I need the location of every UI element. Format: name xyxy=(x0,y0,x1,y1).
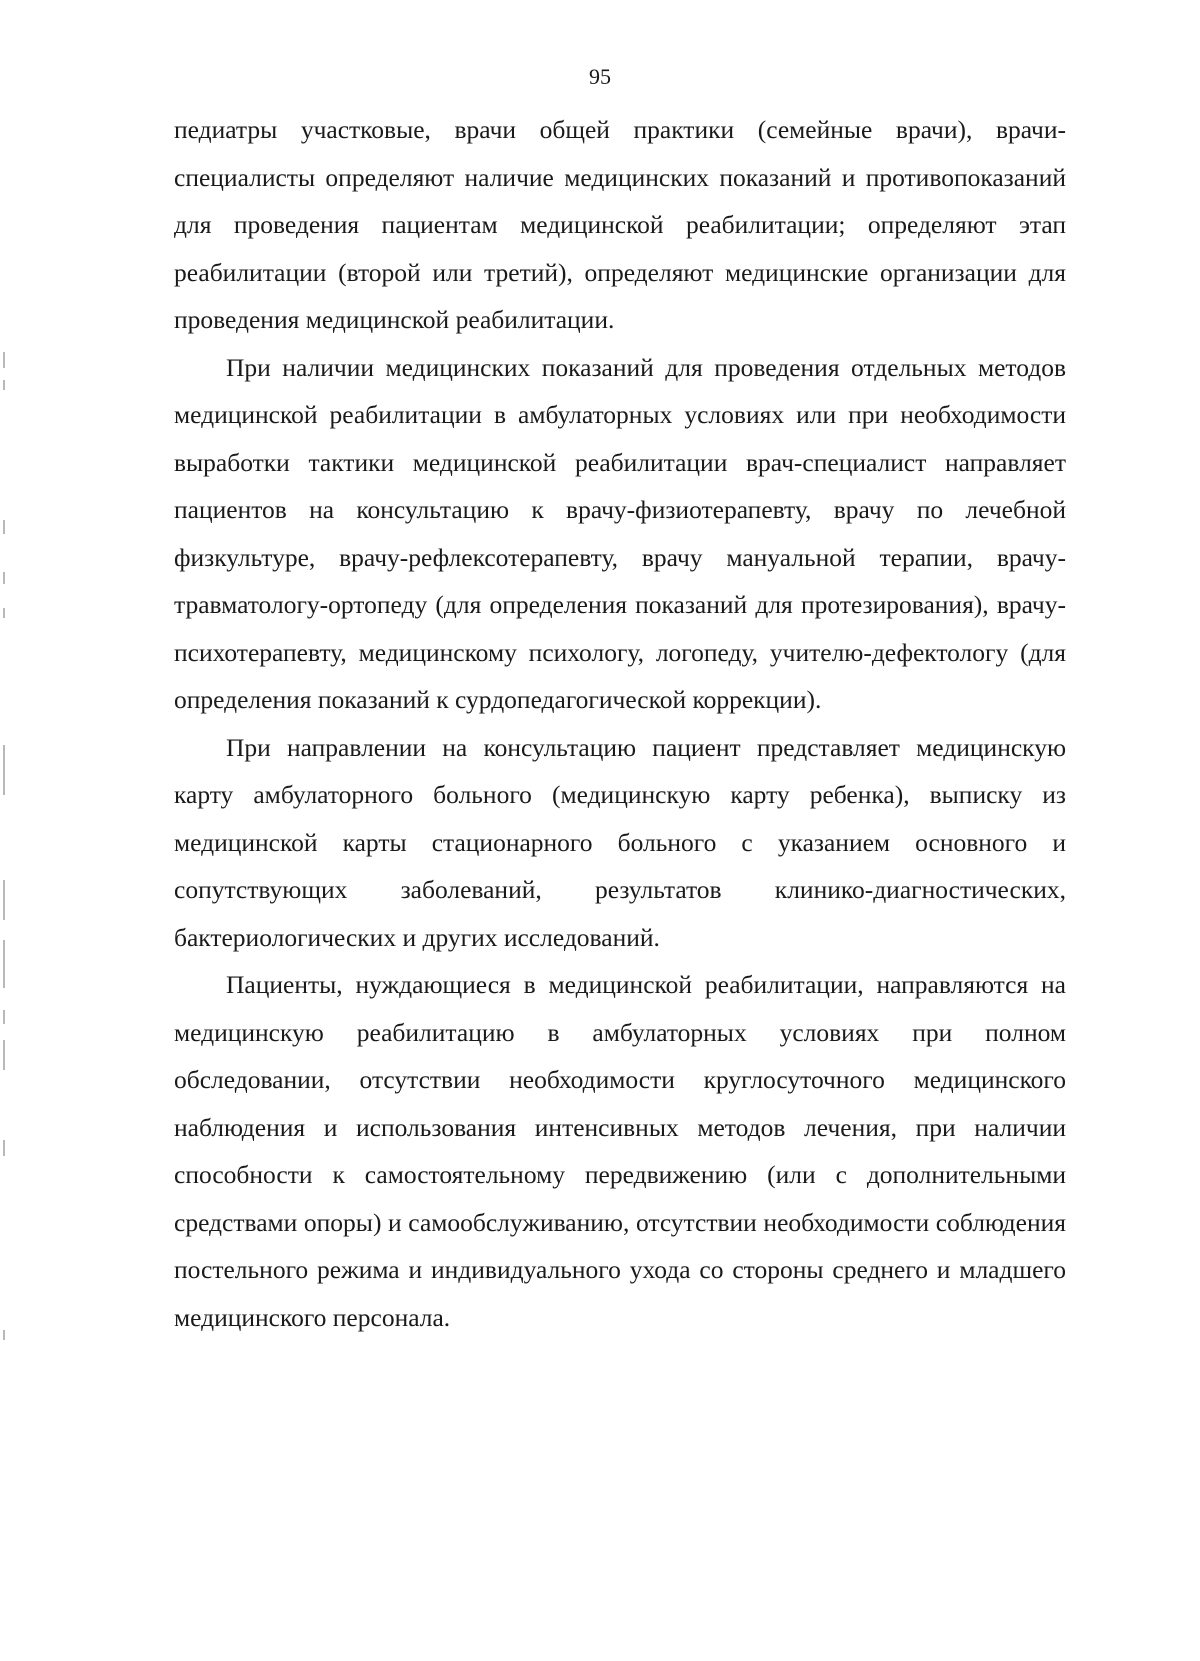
paragraph-referral-consultation: При наличии медицинских показаний для проведения отдельных методов медицинской реабилитации в амбулаторных условиях или при необходимости выработки тактики медицинской реабилитации врач-специалист направляет пациентов на консультацию к врачу-физиотерапевту, врачу по лечебной физкультуре, врачу-рефлексотерапевту, врачу мануальной терапии, врачу-травматологу-ортопеду (для определения показаний для протезирования), врачу-психотерапевту, медицинскому психологу, логопеду, учителю-дефектологу (для определения показаний к сурдопедагогической коррекции). xyxy=(174,352,1066,714)
scan-mark xyxy=(3,940,5,988)
scan-mark xyxy=(3,880,5,920)
scan-mark xyxy=(3,352,5,368)
scan-mark xyxy=(3,1040,5,1070)
scan-mark xyxy=(3,380,5,390)
scan-mark xyxy=(3,1010,5,1024)
scan-mark xyxy=(3,1140,5,1156)
scan-edge-marks xyxy=(0,0,12,1661)
scan-mark xyxy=(3,608,5,618)
scan-mark xyxy=(3,1330,5,1340)
page-number: 95 xyxy=(589,64,611,89)
scan-mark xyxy=(3,520,5,534)
paragraph-documents: При направлении на консультацию пациент представляет медицинскую карту амбулаторного больного (медицинскую карту ребенка), выписку из медицинской карты стационарного больного с указанием основного и сопутствующих заболеваний, результатов клинико-диагностических, бактериологических и других исследований. xyxy=(174,732,1066,952)
paragraph-patients-criteria: Пациенты, нуждающиеся в медицинской реабилитации, направляются на медицинскую реабилитацию в амбулаторных условиях при полном обследовании, отсутствии необходимости круглосуточного медицинского наблюдения и использования интенсивных методов лечения, при наличии способности к самостоятельному передвижению (или с дополнительными средствами опоры) и самообслуживанию, отсутствии необходимости соблюдения постельного режима и индивидуального ухода со стороны среднего и младшего медицинского персонала. xyxy=(174,970,1066,1332)
document-body xyxy=(174,106,1066,1341)
scan-mark xyxy=(3,745,5,795)
scan-mark xyxy=(3,572,5,584)
paragraph-continuation: педиатры участковые, врачи общей практики (семейные врачи), врачи-специалисты определяют наличие медицинских показаний и противопоказаний для проведения пациентам медицинской реабилитации; определяют этап реабилитации (второй или третий), определяют медицинские организации для проведения медицинской реабилитации. xyxy=(174,115,1066,334)
